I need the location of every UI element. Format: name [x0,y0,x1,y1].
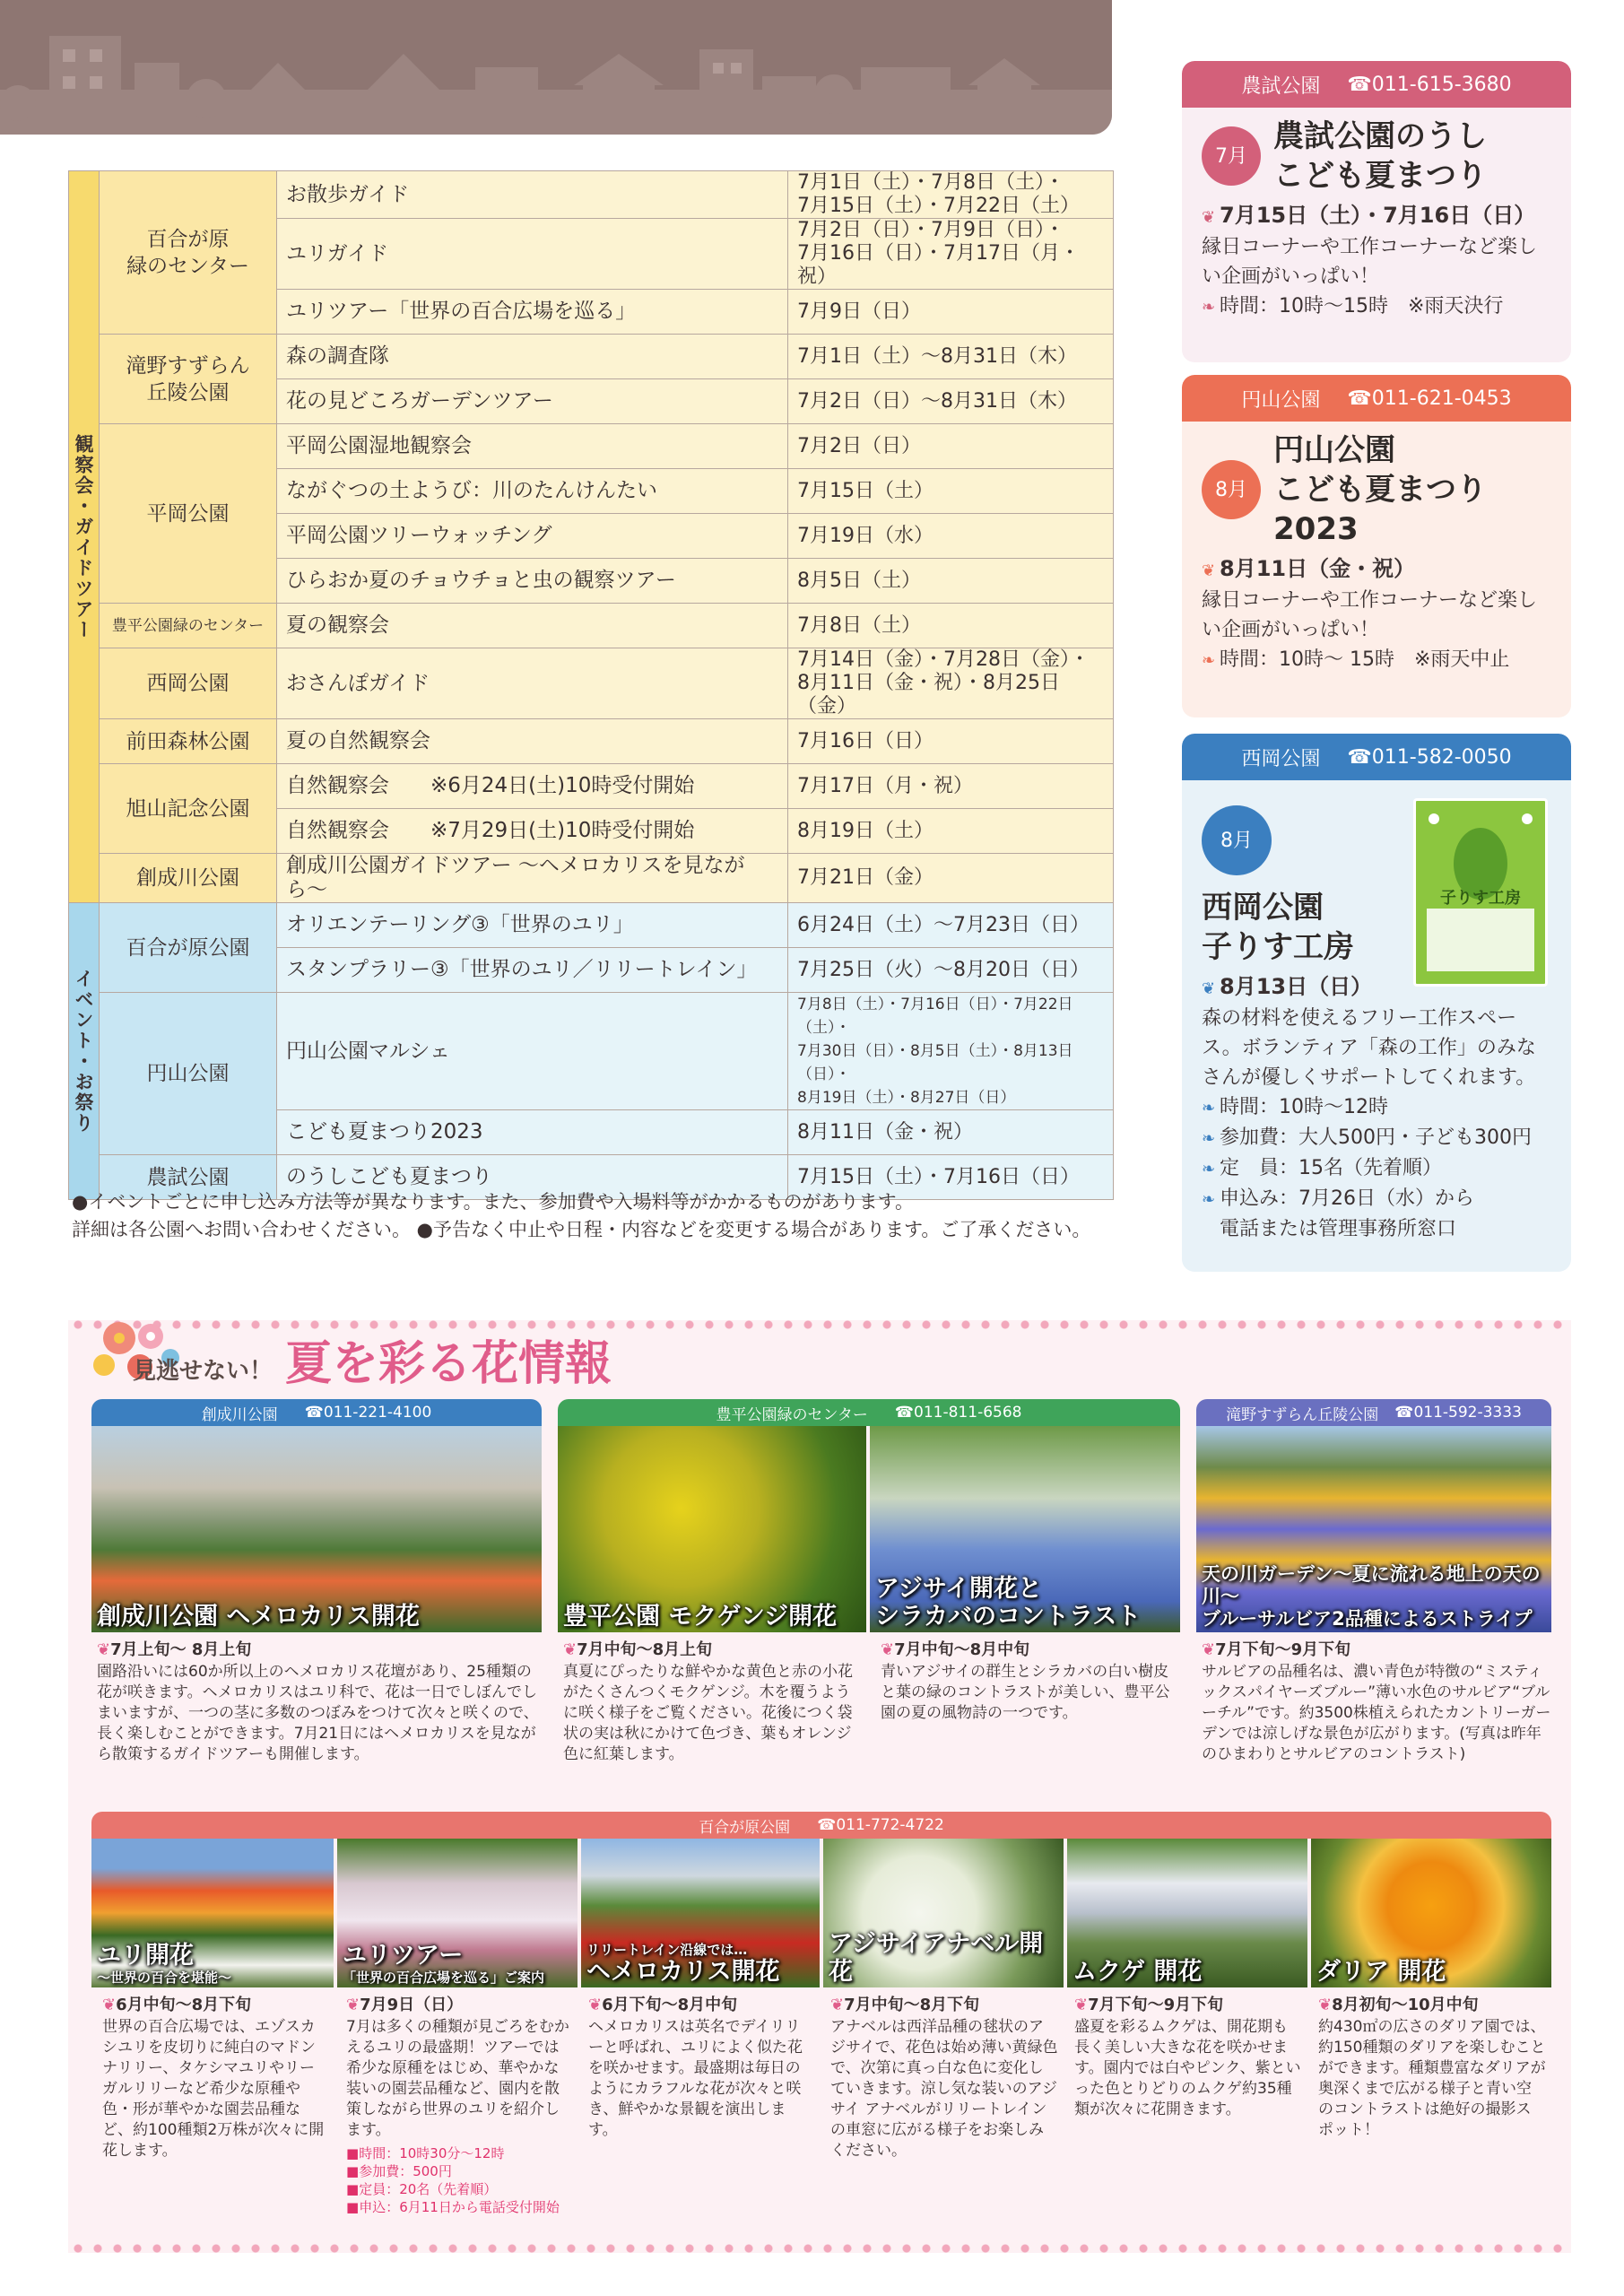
flower-icon: ❦ [563,1640,578,1659]
photo-mukuge [1067,1839,1307,1987]
top-banner [0,0,1112,135]
card-title: 円山公園 こども夏まつり 2023 [1273,432,1487,547]
event-fee: 参加費：大人500円・子ども300円 [1220,1126,1532,1149]
card-title: 農試公園のうし こども夏まつり [1273,118,1487,194]
date-cell: 8月19日（土） [788,809,1114,854]
photo-caption: 創成川公園 ヘメロカリス開花 [97,1603,420,1631]
event-card-maruyama [1182,375,1571,718]
park-name: 滝野すずらん丘陵公園 [1226,1405,1379,1424]
flower-icon: ❦ [346,1996,360,2014]
event-description: 森の材料を使えるフリー工作スペース。ボランティア「森の工作」のみなさんが優しくサポートしてくれます。 [1202,1007,1536,1089]
date-cell: 7月15日（土） [788,469,1114,514]
card-title: 西岡公園 子りす工房 [1202,890,1354,965]
tour-detail: 定員：20名（先着順） [359,2181,498,2197]
park-name: 豊平公園緑のセンター [716,1405,868,1424]
park-cell: 創成川公園 [100,854,277,903]
flower-description: サルビアの品種名は、濃い青色が特徴の“ミスティックスパイヤーズブルー”薄い水色のサルビア“ブルーチル”です。約3500株植えられたカントリーガーデンでは涼しげな景色が広がります。(写真は昨年のひまわりとサルビアのコントラスト) [1202,1663,1551,1763]
date-cell: 7月2日（日）・7月9日（日）・ 7月16日（日）・7月17日（月・祝） [788,219,1114,290]
flower-description: ヘメロカリスは英名でデイリリーと呼ばれ、ユリによく似た花を咲かせます。最盛期は毎日のようにカラフルな花が次々と咲き、鮮やかな景観を演出します。 [588,2018,803,2139]
category-label: イベント・お祭り [69,903,100,1200]
park-cell: 豊平公園緑のセンター [100,604,277,648]
park-cell: 百合が原公園 [100,903,277,993]
flower-icon: ❦ [1202,208,1216,227]
flower-description: 世界の百合広場では、エゾスカシユリを皮切りに純白のマドンナリリー、タケシマユリやリーガルリリーなど希少な原種や色・形が華やかな園芸品種など、約100種類2万株が次々に開花します。 [102,2018,325,2160]
note-line: 詳細は各公園へお問い合わせください。 ●予告なく中止や日程・内容などを変更する場合があります。ご了承ください。 [72,1219,1091,1240]
bloom-date: 7月中旬〜8月下旬 [844,1996,980,2014]
poster-title: 子りす工房 [1440,889,1521,908]
date-cell: 7月1日（土）〜8月31日（木） [788,335,1114,379]
table-row [69,993,1114,1110]
table-row [69,719,1114,764]
note-line: ●イベントごとに申し込み方法等が異なります。また、参加費や入場料等がかかるものがあります。 [72,1191,914,1213]
caption-main: ヘメロカリス開花 [586,1958,780,1986]
park-name: 創成川公園 [201,1405,278,1424]
caption-sub: リリートレイン沿線では… [586,1942,748,1958]
phone-number: ☎011-582-0050 [1347,745,1512,769]
park-cell: 前田森林公園 [100,719,277,764]
program-cell: のうしこども夏まつり [277,1155,788,1200]
photo-caption: ダリア 開花 [1316,1958,1446,1986]
park-bar-toyohira [558,1399,1180,1426]
caption-main: ユリ開花 [97,1942,194,1970]
date-cell: 7月25日（火）〜8月20日（日） [788,948,1114,993]
table-row [69,604,1114,648]
month-badge: 7月 [1202,126,1261,186]
caption-main: ユリツアー [343,1942,464,1970]
card-header [1182,61,1571,108]
photo-lily-tour [337,1839,578,1987]
leaf-icon: ❧ [1202,298,1216,317]
flower-description: 真夏にぴったりな鮮やかな黄色と赤の小花がたくさんつくモクゲンジ。木を覆うように咲く様子をご覧ください。花後につく袋状の実は秋にかけて色づき、葉もオレンジ色に紅葉します。 [563,1663,853,1763]
date-cell: 7月2日（日） [788,424,1114,469]
photo-caption [343,1942,544,1986]
date-cell: 7月8日（土）・7月16日（日）・7月22日（土）・ 7月30日（日）・8月5日（土）・8月13日（日）・ 8月19日（土）・8月27日（日） [788,993,1114,1110]
photo-caption: アジサイアナベル開花 [829,1930,1044,1986]
month-badge: 8月 [1202,460,1261,519]
square-icon: ■ [346,2145,360,2161]
program-cell: こども夏まつり2023 [277,1110,788,1155]
phone-number: ☎011-592-3333 [1394,1404,1522,1422]
event-card-noshi [1182,61,1571,362]
park-bar-yurigahara [91,1812,1551,1839]
flower-description: アナベルは西洋品種の毬状のアジサイで、花色は始め薄い黄緑色で、次第に真っ白な色に変化していきます。涼し気な装いのアジサイ アナベルがリリートレインの車窓に広がる様子をお楽しみください。 [830,2018,1058,2160]
program-cell: 平岡公園湿地観察会 [277,424,788,469]
phone-number: ☎011-811-6568 [894,1404,1022,1422]
caption-sub: 「世界の百合広場を巡る」ご案内 [343,1970,545,1986]
photo-caption [586,1942,779,1986]
program-cell: 夏の観察会 [277,604,788,648]
bloom-date: 7月中旬〜8月上旬 [577,1640,713,1659]
bloom-date: 7月9日（日） [360,1996,464,2014]
photo-lily [91,1839,334,1987]
flower-icon: ❦ [1318,1996,1333,2014]
date-cell: 8月5日（土） [788,559,1114,604]
park-name: 百合が原公園 [699,1818,791,1837]
leaf-icon: ❧ [1202,651,1216,670]
photo-mokugenji [558,1426,866,1632]
square-icon: ■ [346,2163,360,2179]
date-cell: 7月21日（金） [788,854,1114,903]
flower-icon: ❦ [1202,1640,1216,1659]
park-name: 農試公園 [1241,74,1321,98]
park-cell: 滝野すずらん 丘陵公園 [100,335,277,424]
flower-description: 約430㎡の広さのダリア園では、約150種類のダリアを楽しむことができます。種類豊富なダリアが奥深くまで広がる様子と青い空のコントラストは絶好の撮影スポット！ [1318,2018,1546,2139]
flower-description: 7月は多くの種類が見ごろをむかえるユリの最盛期！ツアーでは希少な原種をはじめ、華やかな装いの園芸品種など、園内を散策しながら世界のユリを紹介します。 [346,2018,569,2139]
category-label: 観察会・ガイドツアー [69,171,100,903]
date-cell: 7月8日（土） [788,604,1114,648]
flower-icon: ❦ [102,1996,117,2014]
photo-caption: ムクゲ 開花 [1073,1958,1203,1986]
card-header [1182,375,1571,422]
table-row [69,854,1114,903]
date-cell: 8月11日（金・祝） [788,1110,1114,1155]
photo-hydrangea-birch [870,1426,1180,1632]
phone-number: ☎011-621-0453 [1347,387,1512,410]
date-cell: 7月1日（土）・7月8日（土）・ 7月15日（土）・7月22日（土） [788,171,1114,219]
bloom-date: 7月中旬〜8月中旬 [894,1640,1030,1659]
square-icon: ■ [346,2199,360,2215]
town-silhouette-illustration [0,0,1112,135]
tour-detail: 申込：6月11日から電話受付開始 [359,2199,560,2215]
flower-description: 青いアジサイの群生とシラカバの白い樹皮と葉の緑のコントラストが美しい、豊平公園の夏の風物詩の一つです。 [881,1663,1170,1722]
photo-hemerocallis [91,1426,542,1632]
program-cell: 自然観察会 ※6月24日(土)10時受付開始 [277,764,788,809]
date-cell: 7月17日（月・祝） [788,764,1114,809]
event-description: 縁日コーナーや工作コーナーなど楽しい企画がいっぱい！ [1202,236,1538,288]
phone-number: ☎011-772-4722 [817,1816,944,1834]
flower-section-title [133,1326,612,1393]
event-capacity: 定 員：15名（先着順） [1220,1157,1442,1179]
title-prefix: 見逃せない！ [133,1358,274,1385]
flower-description: 園路沿いには60か所以上のヘメロカリス花壇があり、25種類の花が咲きます。ヘメロカリスはユリ科で、花は一日でしぼんでしまいますが、一つの茎に多数のつぼみをつけて次々と咲くので、長く楽しむことができます。7月21日にはヘメロカリスを見ながら散策するガイドツアーも開催します。 [97,1663,539,1763]
event-poster-image [1413,798,1548,987]
flower-icon: ❦ [830,1996,845,2014]
park-name: 西岡公園 [1241,747,1321,770]
park-cell: 西岡公園 [100,648,277,719]
program-cell: 花の見どころガーデンツアー [277,379,788,424]
event-time: 時間：10時〜12時 [1220,1096,1388,1118]
event-date: 8月11日（金・祝） [1220,556,1416,581]
park-cell: 百合が原 緑のセンター [100,171,277,335]
schedule-table [68,170,1114,1200]
leaf-icon: ❧ [1202,1190,1216,1209]
park-cell: 旭山記念公園 [100,764,277,854]
card-header [1182,734,1571,780]
program-cell: 平岡公園ツリーウォッチング [277,514,788,559]
flower-icon: ❦ [588,1996,603,2014]
flower-description: 盛夏を彩るムクゲは、開花期も長く美しい大きな花を咲かせます。園内では白やピンク、紫といった色とりどりのムクゲ約35種類が次々に花開きます。 [1074,2018,1301,2118]
phone-number: ☎011-615-3680 [1347,73,1512,96]
date-cell: 7月9日（日） [788,290,1114,335]
event-time: 時間：10時〜 15時 ※雨天中止 [1220,648,1510,671]
program-cell: 円山公園マルシェ [277,993,788,1110]
photo-salvia-stripes [1196,1426,1551,1632]
square-icon: ■ [346,2181,360,2197]
leaf-icon: ❧ [1202,1099,1216,1118]
table-row [69,903,1114,948]
park-cell: 農試公園 [100,1155,277,1200]
flower-icon: ❦ [97,1640,111,1659]
photo-caption: 天の川ガーデン〜夏に流れる地上の天の川〜 ブルーサルビア2品種によるストライプ [1202,1563,1541,1630]
photo-caption: 豊平公園 モクゲンジ開花 [563,1603,838,1631]
park-name: 円山公園 [1241,388,1321,412]
date-cell: 7月14日（金）・7月28日（金）・ 8月11日（金・祝）・8月25日（金） [788,648,1114,719]
flower-icon: ❦ [881,1640,895,1659]
phone-number: ☎011-221-4100 [304,1404,432,1422]
event-date: 7月15日（土）・7月16日（日） [1220,203,1536,228]
tour-detail: 参加費：500円 [359,2163,452,2179]
program-cell: ひらおか夏のチョウチョと虫の観察ツアー [277,559,788,604]
photo-caption [97,1942,231,1986]
park-bar-takino [1196,1399,1551,1426]
bloom-date: 7月下旬〜9月下旬 [1215,1640,1351,1659]
program-cell: スタンプラリー③「世界のユリ／リリートレイン」 [277,948,788,993]
schedule-notes [72,1188,1090,1244]
event-apply-method: 電話または管理事務所窓口 [1220,1218,1457,1240]
program-cell: ユリガイド [277,219,788,290]
photo-caption: アジサイ開花と シラカバのコントラスト [875,1575,1142,1631]
tour-detail: 時間：10時30分〜12時 [359,2145,505,2161]
bloom-date: 7月下旬〜9月下旬 [1088,1996,1224,2014]
bloom-date: 6月下旬〜8月中旬 [602,1996,738,2014]
table-row [69,424,1114,469]
caption-sub: 〜世界の百合を堪能〜 [97,1970,232,1986]
flower-icon: ❦ [1074,1996,1089,2014]
photo-dahlia [1311,1839,1551,1987]
flower-icon: ❦ [1202,561,1216,580]
program-cell: 夏の自然観察会 [277,719,788,764]
program-cell: 自然観察会 ※7月29日(土)10時受付開始 [277,809,788,854]
table-row [69,171,1114,219]
date-cell: 7月19日（水） [788,514,1114,559]
date-cell: 7月2日（日）〜8月31日（木） [788,379,1114,424]
table-row [69,764,1114,809]
program-cell: 森の調査隊 [277,335,788,379]
flower-icon: ❦ [1202,979,1216,998]
event-apply: 申込み：7月26日（水）から [1220,1187,1474,1210]
event-date: 8月13日（日） [1220,974,1373,999]
program-cell: オリエンテーリング③「世界のユリ」 [277,903,788,948]
photo-annabelle [823,1839,1064,1987]
date-cell: 6月24日（土）〜7月23日（日） [788,903,1114,948]
program-cell: 創成川公園ガイドツアー 〜ヘメロカリスを見ながら〜 [277,854,788,903]
program-cell: おさんぽガイド [277,648,788,719]
park-bar-sosei [91,1399,542,1426]
program-cell: ながぐつの土ようび：川のたんけんたい [277,469,788,514]
date-cell: 7月16日（日） [788,719,1114,764]
park-cell: 円山公園 [100,993,277,1155]
photo-daylily [581,1839,820,1987]
program-cell: ユリツアー「世界の百合広場を巡る」 [277,290,788,335]
bloom-date: 6月中旬〜8月下旬 [116,1996,252,2014]
table-row [69,648,1114,719]
leaf-icon: ❧ [1202,1129,1216,1148]
bloom-date: 8月初旬〜10月中旬 [1332,1996,1479,2014]
title-main: 夏を彩る花情報 [285,1336,612,1391]
tour-details [346,2144,572,2216]
park-cell: 平岡公園 [100,424,277,604]
program-cell: お散歩ガイド [277,171,788,219]
table-row [69,335,1114,379]
bloom-date: 7月上旬〜 8月上旬 [110,1640,252,1659]
leaf-icon: ❧ [1202,1160,1216,1178]
month-badge: 8月 [1202,805,1272,875]
event-card-nishioka [1182,734,1571,1272]
event-description: 縁日コーナーや工作コーナーなど楽しい企画がいっぱい！ [1202,589,1538,641]
event-time: 時間：10時〜15時 ※雨天決行 [1220,295,1504,317]
date-cell: 7月15日（土）・7月16日（日） [788,1155,1114,1200]
